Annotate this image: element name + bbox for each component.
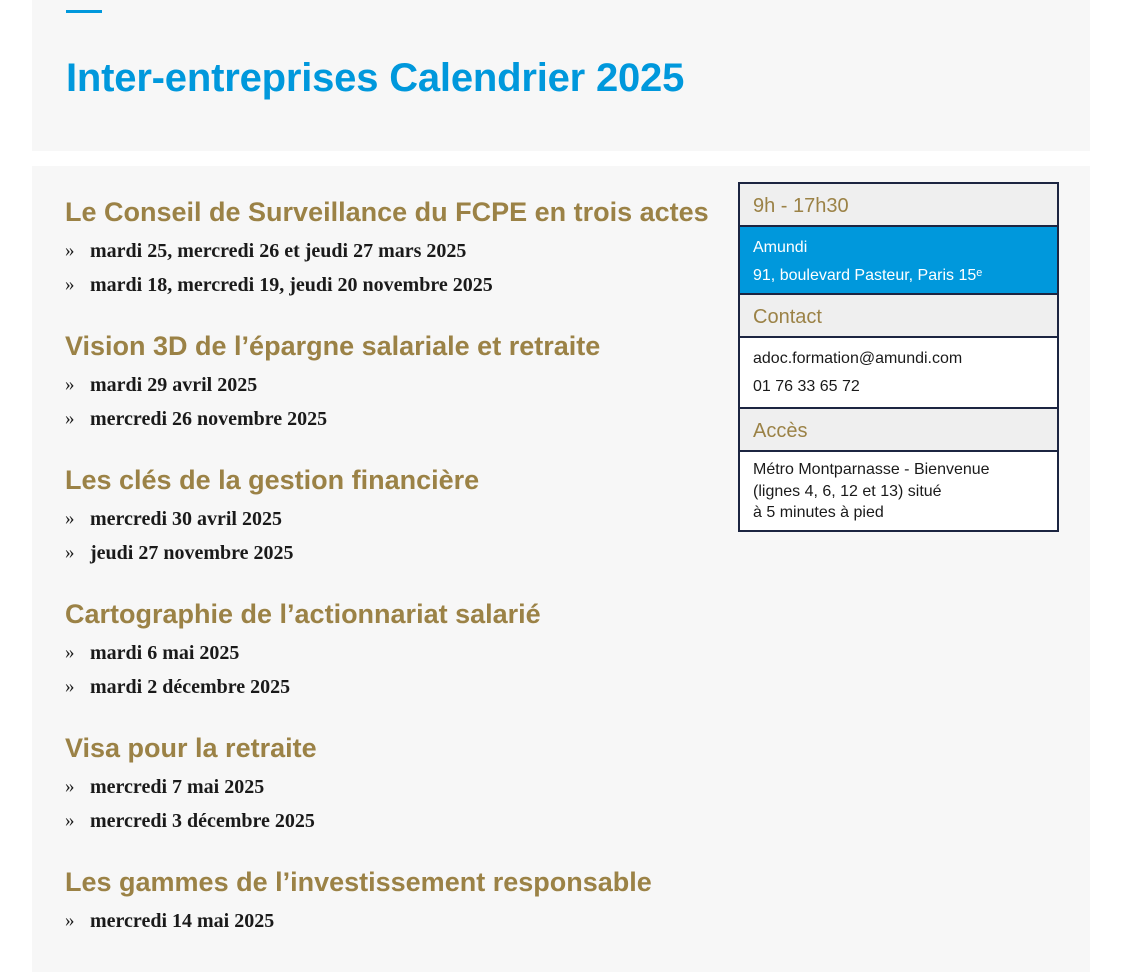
- bullet-glyph: »: [65, 240, 75, 261]
- access-line: (lignes 4, 6, 12 et 13) situé: [753, 482, 942, 500]
- date-list: [65, 770, 745, 838]
- page-title: [66, 56, 684, 100]
- accent-line: [66, 10, 102, 13]
- date-text: mardi 29 avril 2025: [90, 374, 258, 396]
- location-name: Amundi: [753, 239, 808, 256]
- session: [65, 866, 745, 938]
- sessions-list: [65, 196, 745, 966]
- date-item: [65, 804, 745, 838]
- date-text: mercredi 14 mai 2025: [90, 910, 275, 932]
- bullet-glyph: »: [65, 642, 75, 663]
- date-item: [65, 502, 745, 536]
- session: [65, 464, 745, 570]
- session-title: Vision 3D de l’épargne salariale et retraite: [65, 331, 601, 361]
- date-text: mercredi 3 décembre 2025: [90, 810, 315, 832]
- date-item: [65, 770, 745, 804]
- bullet-glyph: »: [65, 274, 75, 295]
- date-list: [65, 502, 745, 570]
- session-title: Le Conseil de Surveillance du FCPE en trois actes: [65, 197, 709, 227]
- access-line: Métro Montparnasse - Bienvenue: [753, 461, 990, 478]
- date-item: [65, 670, 745, 704]
- header-panel: [32, 0, 1090, 151]
- session: [65, 598, 745, 704]
- main-panel: [32, 166, 1090, 972]
- session: [65, 196, 745, 302]
- date-text: mardi 25, mercredi 26 et jeudi 27 mars 2025: [90, 240, 467, 262]
- page-title-light: Inter-entreprises: [66, 56, 390, 100]
- date-list: [65, 368, 745, 436]
- access-line: à 5 minutes à pied: [753, 504, 884, 521]
- date-text: jeudi 27 novembre 2025: [90, 542, 294, 564]
- email-link[interactable]: adoc.formation@amundi.com: [753, 350, 963, 367]
- date-text: mercredi 7 mai 2025: [90, 776, 265, 798]
- bullet-glyph: »: [65, 508, 75, 529]
- date-item: [65, 904, 745, 938]
- access-label: Accès: [753, 420, 808, 442]
- bullet-glyph: »: [65, 810, 75, 831]
- date-list: [65, 636, 745, 704]
- date-list: [65, 234, 745, 302]
- hours-row: [740, 184, 1057, 227]
- bullet-glyph: »: [65, 374, 75, 395]
- date-item: [65, 368, 745, 402]
- date-text: mercredi 26 novembre 2025: [90, 408, 328, 430]
- date-list: [65, 904, 745, 938]
- session: [65, 732, 745, 838]
- bullet-glyph: »: [65, 776, 75, 797]
- hours-text: 9h - 17h30: [753, 195, 849, 217]
- session-title: Les gammes de l’investissement responsable: [65, 867, 652, 897]
- date-text: mercredi 30 avril 2025: [90, 508, 282, 530]
- contact-details: [740, 338, 1057, 409]
- date-item: [65, 268, 745, 302]
- bullet-glyph: »: [65, 542, 75, 563]
- date-text: mardi 6 mai 2025: [90, 642, 240, 664]
- access-header: [740, 409, 1057, 452]
- contact-header: [740, 295, 1057, 338]
- access-details: [740, 452, 1057, 530]
- date-text: mardi 2 décembre 2025: [90, 676, 291, 698]
- location-row: [740, 227, 1057, 295]
- phone-number: 01 76 33 65 72: [753, 378, 860, 395]
- contact-label: Contact: [753, 306, 822, 328]
- session-title: Visa pour la retraite: [65, 733, 317, 763]
- session-title: Cartographie de l’actionnariat salarié: [65, 599, 541, 629]
- date-item: [65, 402, 745, 436]
- date-text: mardi 18, mercredi 19, jeudi 20 novembre 2025: [90, 274, 493, 296]
- session: [65, 330, 745, 436]
- bullet-glyph: »: [65, 676, 75, 697]
- location-address: 91, boulevard Pasteur, Paris 15ᵉ: [753, 267, 983, 284]
- date-item: [65, 536, 745, 570]
- info-box: [738, 182, 1059, 532]
- date-item: [65, 234, 745, 268]
- bullet-glyph: »: [65, 408, 75, 429]
- page-title-bold: Calendrier 2025: [389, 56, 685, 100]
- session-title: Les clés de la gestion financière: [65, 465, 480, 495]
- date-item: [65, 636, 745, 670]
- bullet-glyph: »: [65, 910, 75, 931]
